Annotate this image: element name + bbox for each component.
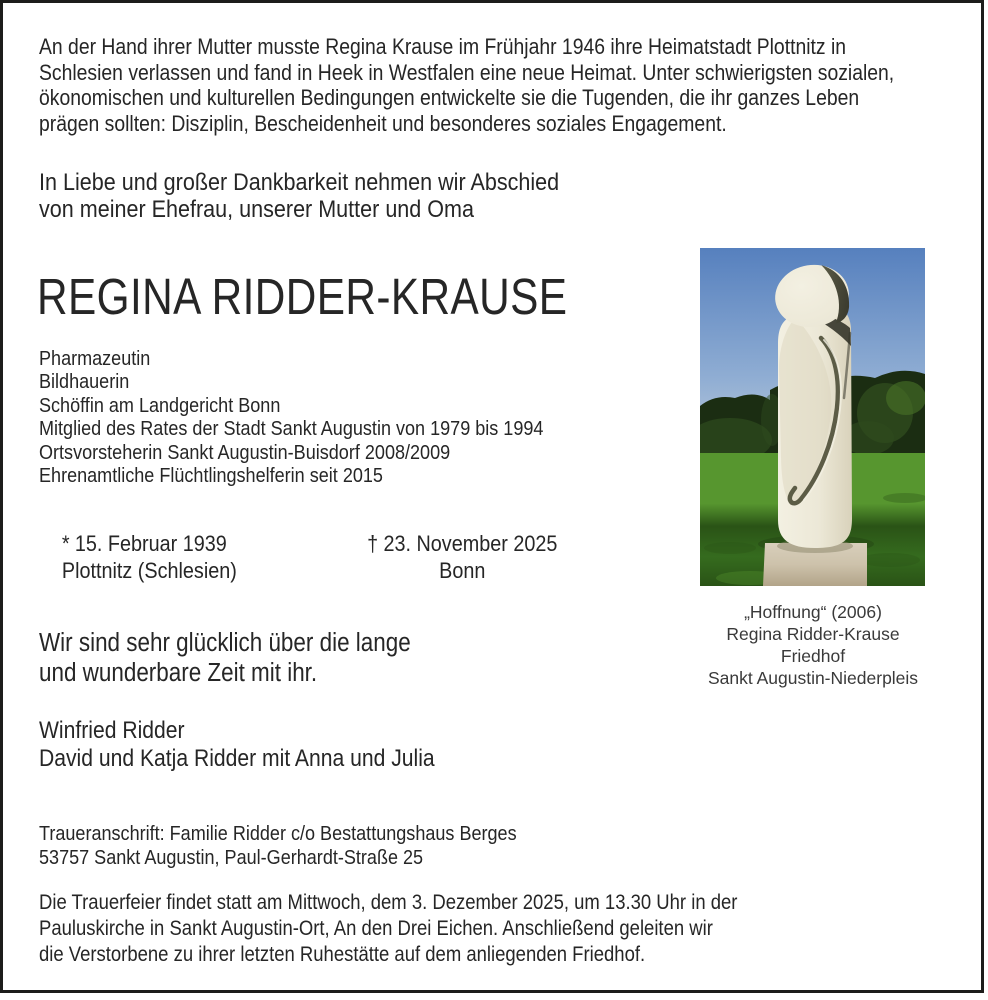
intro-line: von meiner Ehefrau, unserer Mutter und Oma xyxy=(39,195,475,223)
address-line: Traueranschrift: Familie Ridder c/o Bestattungshaus Berges xyxy=(39,822,517,845)
caption-location: Sankt Augustin-Niederpleis xyxy=(707,668,919,688)
mourner-name: Winfried Ridder xyxy=(39,717,185,744)
closing-words xyxy=(39,629,411,688)
deceased-name: REGINA RIDDER-KRAUSE xyxy=(37,268,568,325)
caption-artist: Regina Ridder-Krause xyxy=(726,624,900,644)
death-date: 23. November 2025 xyxy=(383,531,558,556)
roles-list xyxy=(39,347,543,487)
life-dates xyxy=(39,531,581,584)
role-item: Pharmazeutin xyxy=(39,347,151,370)
paragraph-line: ökonomischen und kulturellen Bedingungen entwickelte sie die Tugenden, die ihr ganzes Leben xyxy=(39,85,860,111)
funeral-details xyxy=(39,890,737,967)
paragraph-line: prägen sollten: Disziplin, Bescheidenheit und besonderes soziales Engagement. xyxy=(39,110,727,136)
role-item: Schöffin am Landgericht Bonn xyxy=(39,393,281,417)
mourning-address xyxy=(39,822,517,869)
role-item: Mitglied des Rates der Stadt Sankt Augustin von 1979 bis 1994 xyxy=(39,417,544,441)
farewell-intro xyxy=(39,170,559,223)
mourners-list xyxy=(39,717,435,772)
role-item: Bildhauerin xyxy=(39,370,130,394)
caption-location: Friedhof xyxy=(780,646,846,666)
mourner-name: David und Katja Ridder mit Anna und Julia xyxy=(39,744,435,772)
paragraph-line: An der Hand ihrer Mutter musste Regina Krause im Frühjahr 1946 ihre Heimatstadt Plottnitz in xyxy=(39,34,847,59)
birth-block xyxy=(62,531,344,584)
intro-line: In Liebe und großer Dankbarkeit nehmen wir Abschied xyxy=(39,169,560,196)
sculpture-scene xyxy=(700,248,925,586)
memorial-sculpture-photo xyxy=(700,248,925,586)
funeral-line: Die Trauerfeier findet statt am Mittwoch, dem 3. Dezember 2025, um 13.30 Uhr in der xyxy=(39,891,738,914)
role-item: Ortsvorsteherin Sankt Augustin-Buisdorf 2008/2009 xyxy=(39,440,451,464)
closing-line: Wir sind sehr glücklich über die lange xyxy=(39,629,411,657)
caption-title: „Hoffnung“ (2006) xyxy=(744,602,882,622)
photo-caption xyxy=(663,601,963,689)
birth-place: Plottnitz (Schlesien) xyxy=(61,557,237,583)
role-item: Ehrenamtliche Flüchtlingshelferin seit 2015 xyxy=(39,464,383,488)
paragraph-line: Schlesien verlassen und fand in Heek in Westfalen eine neue Heimat. Unter schwierigsten sozialen, xyxy=(39,59,895,85)
birth-date: 15. Februar 1939 xyxy=(74,531,227,556)
sculpture xyxy=(771,260,854,553)
funeral-line: die Verstorbene zu ihrer letzten Ruhestätte auf dem anliegenden Friedhof. xyxy=(39,942,646,966)
death-date-line xyxy=(343,531,581,558)
death-block xyxy=(343,531,581,584)
birth-star-symbol: * xyxy=(61,531,70,556)
funeral-line: Pauluskirche in Sankt Augustin-Ort, An den Drei Eichen. Anschließend geleiten wir xyxy=(39,916,713,940)
death-place: Bonn xyxy=(439,557,486,583)
address-line: 53757 Sankt Augustin, Paul-Gerhardt-Straße 25 xyxy=(39,845,424,869)
birth-date-line xyxy=(62,531,344,558)
death-cross-symbol: † xyxy=(367,531,379,556)
closing-line: und wunderbare Zeit mit ihr. xyxy=(39,658,318,687)
opening-paragraph xyxy=(39,34,894,136)
